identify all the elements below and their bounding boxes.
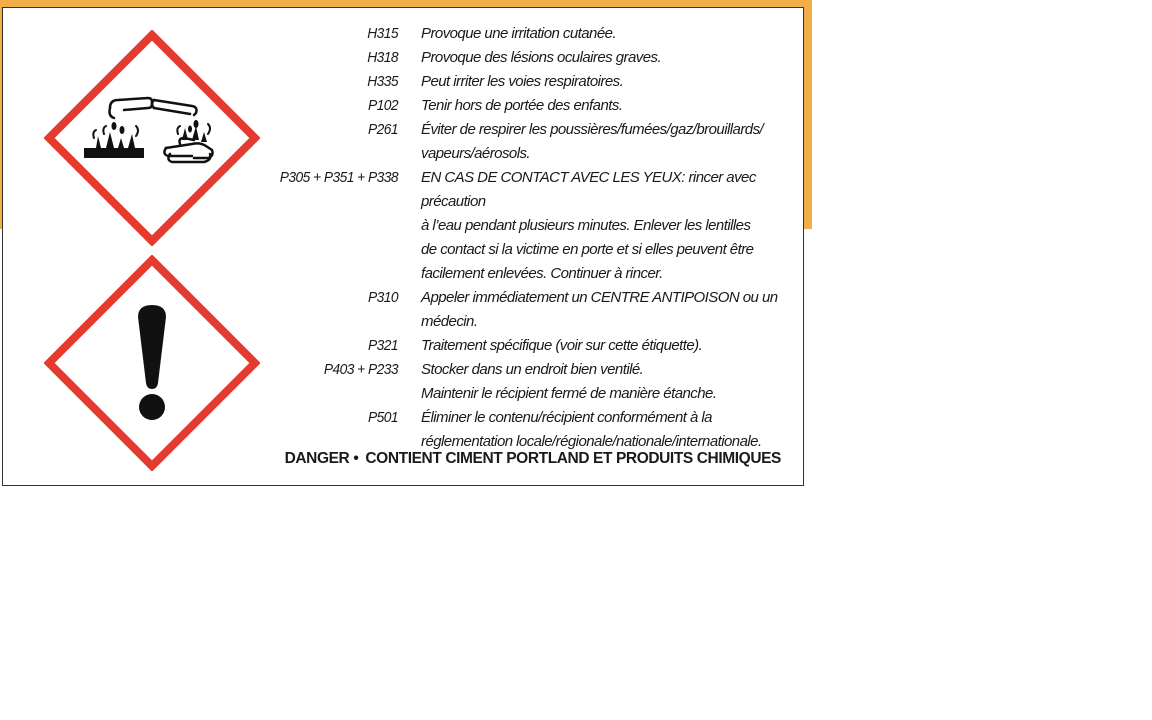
statement-text: Provoque des lésions oculaires graves. [421,49,662,66]
statement-code: P305 + P351 + P338 [279,169,398,186]
statement-text: Stocker dans un endroit bien ventilé. Maintenir le récipient fermé de manière étanche. [421,361,717,402]
statement-code: H315 [367,25,398,42]
statement-row [253,166,793,286]
hazard-label [2,7,804,486]
statement-row [253,94,793,118]
statement-row [253,46,793,70]
statement-code: P310 [367,289,398,306]
statement-code: H335 [367,73,398,90]
statement-row [253,22,793,46]
statement-row [253,70,793,94]
statement-code: P321 [367,337,398,354]
signal-word: DANGER [284,450,350,467]
statement-text: Traitement spécifique (voir sur cette étiquette). [421,337,703,354]
hazard-statement-list [253,22,793,454]
statement-text: Éliminer le contenu/récipient conformément à la réglementation locale/régionale/nationale/internationale. [421,409,762,450]
statement-code: P403 + P233 [323,361,398,378]
statement-text: Provoque une irritation cutanée. [421,25,617,42]
statement-code: H318 [367,49,398,66]
statement-row [253,286,793,334]
signal-line [285,450,781,468]
corrosion-icon [44,30,260,246]
statement-text: Tenir hors de portée des enfants. [421,97,623,114]
statement-text: Appeler immédiatement un CENTRE ANTIPOISON ou un médecin. [421,289,778,330]
exclamation-mark-icon [44,255,260,471]
contains-statement: CONTIENT CIMENT PORTLAND ET PRODUITS CHIMIQUES [365,450,781,467]
statement-text: Peut irriter les voies respiratoires. [421,73,624,90]
statement-row [253,358,793,406]
statement-row [253,406,793,454]
statement-text: Éviter de respirer les poussières/fumées/gaz/brouillards/ vapeurs/aérosols. [421,121,764,162]
statement-text: EN CAS DE CONTACT AVEC LES YEUX: rincer avec précaution à l’eau pendant plusieurs minutes. Enlever les lentilles de contact si la victime en porte et si elles peuvent être facilement enlevées. Continuer à rincer. [421,169,756,282]
statement-code: P102 [367,97,398,114]
statement-code: P501 [367,409,398,426]
signal-separator: • [353,450,359,467]
statement-code: P261 [367,121,398,138]
statement-row [253,334,793,358]
statement-row [253,118,793,166]
